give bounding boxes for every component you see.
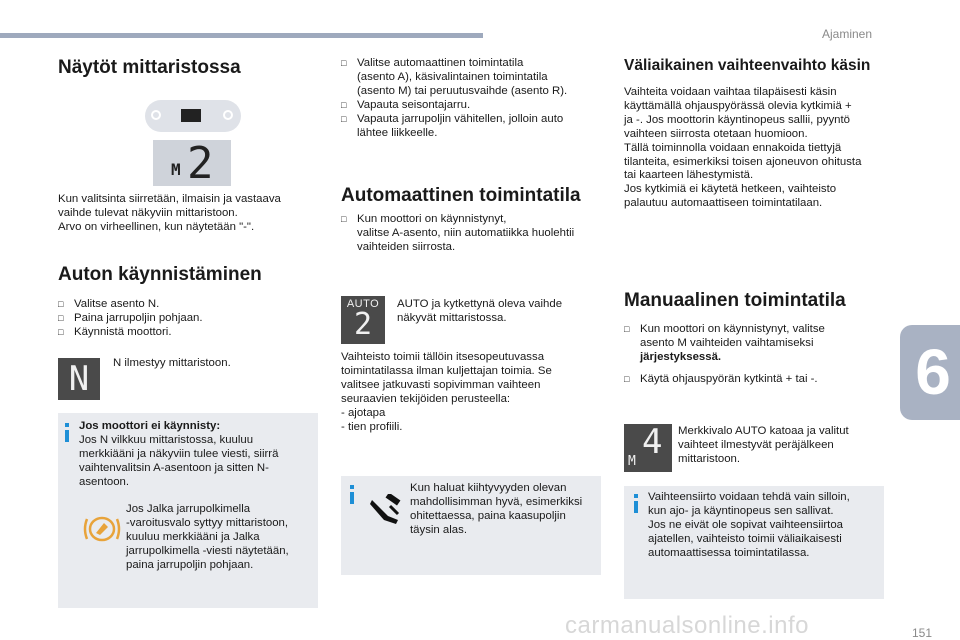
gear-display-illustration — [145, 100, 241, 189]
list-item: □ Valitse automaattinen toimintatila (asento A), käsivalintainen toimintatila (asento M) tai peruutusvaihde (asento R). — [341, 57, 568, 97]
displays-paragraph: Kun valitsinta siirretään, ilmaisin ja vastaava vaihde tulevat näkyviin mittaristoon. Arvo on virheellinen, kun näytetään "-". — [58, 193, 281, 233]
page-number: 151 — [912, 626, 933, 640]
info-icon — [350, 485, 354, 489]
list-item: □ Kun moottori on käynnistynyt, valitse asento M vaihteiden vaihtamiseksi järjestyksessä. — [624, 323, 825, 363]
info-bar — [350, 492, 354, 504]
n-display-text: N ilmestyy mittaristoon. — [113, 357, 231, 369]
starting-steps — [58, 298, 203, 340]
list-item: □ Käynnistä moottori. — [58, 325, 172, 338]
start-steps-continued — [341, 57, 567, 140]
display-gear: 2 — [187, 138, 214, 189]
manual-info-text: Vaihteensiirto voidaan tehdä vain silloin, kun ajo- ja käyntinopeus sen sallivat. Jos ne eivät ole sopivat vaihteensiirtoa ajatellen, vaihteisto toimii väliaikaisesti automaattisessa toimintatilassa. — [648, 491, 850, 559]
header-bar — [0, 33, 483, 38]
heading-automatic: Automaattinen toimintatila — [341, 185, 581, 206]
list-item: □ Käytä ohjauspyörän kytkintä + tai -. — [624, 372, 818, 385]
instrument-cluster-icon — [145, 100, 241, 132]
list-item: □ Valitse asento N. — [58, 298, 160, 310]
list-item: □ Kun moottori on käynnistynyt, valitse A-asento, niin automatiikka huolehtii vaihteiden siirrosta. — [341, 213, 575, 253]
temporary-manual-paragraph: Vaihteita voidaan vaihtaa tilapäisesti käsin käyttämällä ohjauspyörässä olevia kytkimiä + ja -. Jos moottorin käyntinopeus sallii, pyyntö vaihteen siirrosta otetaan huomioon. Tällä toiminnolla voidaan ennakoida tiettyjä tilanteita, esimerkiksi toisen ajoneuvon ohitusta tai kaarteen lähestymistä. Jos kytkimiä ei käytetä hetkeen, vaihteisto palautuu automaattiseen toimintatilaan. — [624, 86, 862, 210]
info-icon — [634, 494, 638, 498]
auto-display-text: AUTO ja kytkettynä oleva vaihde näkyvät mittaristossa. — [397, 298, 563, 324]
pedal-icon — [368, 494, 404, 526]
auto-display-image: AUTO 2 — [341, 296, 385, 344]
m-display-image: 4 M — [624, 424, 672, 472]
info-engine-text: Jos moottori ei käynnisty: Jos N vilkkuu mittaristossa, kuuluu merkkiääni ja näkyviin tulee viesti, siirrä vaihtenvalitsin A-asentoon ja sitten N- asentoon. — [79, 420, 279, 488]
list-item: □ Vapauta seisontajarru. — [341, 98, 471, 111]
manual-steps — [624, 323, 825, 387]
brake-warning-icon — [82, 514, 122, 544]
heading-temporary-manual: Väliaikainen vaihteenvaihto käsin — [624, 57, 871, 74]
kickdown-text: Kun haluat kiihtyvyyden olevan mahdollisimman hyvä, esimerkiksi ohitettaessa, paina kaasupoljin täysin alas. — [410, 482, 583, 536]
info-bar — [634, 501, 638, 513]
automatic-paragraph: Vaihteisto toimii tällöin itsesopeutuvassa toimintatilassa ilman kuljettajan toimia. Se valitsee jatkuvasti sopivimman vaihteen seuraavien tekijöiden perusteella: - ajotapa - tien profiili. — [341, 351, 552, 433]
display-mode: M — [171, 160, 181, 179]
list-item: □ Paina jarrupoljin pohjaan. — [58, 311, 203, 324]
m-display-text: Merkkivalo AUTO katoaa ja valitut vaihteet ilmestyvät peräjälkeen mittaristoon. — [678, 425, 849, 465]
heading-manual: Manuaalinen toimintatila — [624, 290, 846, 311]
gear-display-screen — [153, 138, 231, 189]
chapter-title: Ajaminen — [822, 27, 873, 41]
watermark: carmanualsonline.info — [565, 612, 809, 639]
brake-text: Jos Jalka jarrupolkimella -varoitusvalo syttyy mittaristoon, kuuluu merkkiääni ja Jalka jarrupolkimella -viesti näytetään, paina jarrupoljin pohjaan. — [126, 503, 289, 571]
info-bar — [65, 430, 69, 442]
heading-displays: Näytöt mittaristossa — [58, 57, 241, 78]
heading-starting: Auton käynnistäminen — [58, 264, 262, 285]
automatic-step — [341, 213, 574, 255]
list-item: □ Vapauta jarrupoljin vähitellen, jolloin auto lähtee liikkeelle. — [341, 112, 564, 139]
chapter-tab: 6 — [900, 325, 960, 420]
info-icon — [65, 423, 69, 427]
n-display-image: N — [58, 358, 100, 400]
